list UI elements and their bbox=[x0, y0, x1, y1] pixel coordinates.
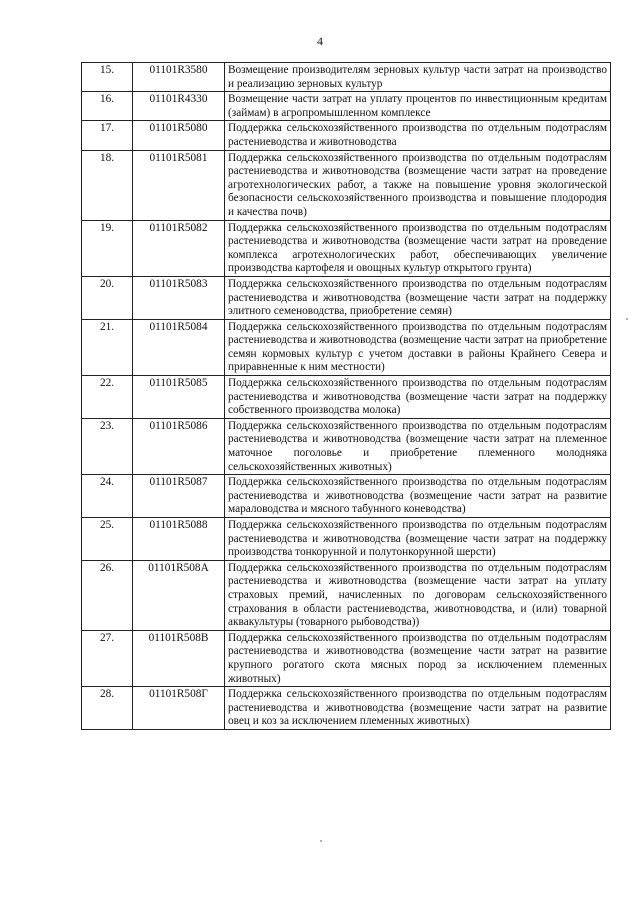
budget-codes-table bbox=[81, 62, 611, 730]
description-cell: Поддержка сельскохозяйственного производства по отдельным подотраслям растениеводства и животноводства (возмещение части затрат на поддержку собственного производства молока) bbox=[225, 376, 611, 419]
code-cell: 01101R508B bbox=[133, 630, 225, 686]
row-number-cell: 23. bbox=[82, 418, 133, 474]
row-number-cell: 17. bbox=[82, 121, 133, 150]
code-cell: 01101R5086 bbox=[133, 418, 225, 474]
description-cell: Поддержка сельскохозяйственного производства по отдельным подотраслям растениеводства и животноводства (возмещение части затрат на племенное маточное поголовье и приобретение племенного молодняка сельскохозяйственных животных) bbox=[225, 418, 611, 474]
row-number-cell: 18. bbox=[82, 150, 133, 220]
description-cell: Поддержка сельскохозяйственного производства по отдельным подотраслям растениеводства и животноводства (возмещение части затрат на поддержку производства тонкорунной и полутонкорунной шерсти) bbox=[225, 518, 611, 561]
code-cell: 01101R5085 bbox=[133, 376, 225, 419]
row-number-cell: 22. bbox=[82, 376, 133, 419]
row-number-cell: 24. bbox=[82, 475, 133, 518]
row-number-cell: 26. bbox=[82, 560, 133, 630]
code-cell: 01101R5083 bbox=[133, 276, 225, 319]
table-row bbox=[82, 150, 611, 220]
code-cell: 01101R5082 bbox=[133, 220, 225, 276]
code-cell: 01101R5087 bbox=[133, 475, 225, 518]
page-number: 4 bbox=[317, 34, 323, 48]
table-row bbox=[82, 630, 611, 686]
description-cell: Поддержка сельскохозяйственного производства по отдельным подотраслям растениеводства и животноводства (возмещение части затрат на уплату страховых премий, начисленных по договорам сельскохозяйственного страхования в области растениеводства, животноводства, и (или) товарной аквакультуры (товарного рыбоводства)) bbox=[225, 560, 611, 630]
code-cell: 01101R5088 bbox=[133, 518, 225, 561]
description-cell: Поддержка сельскохозяйственного производства по отдельным подотраслям растениеводства и животноводства (возмещение части затрат на развитие крупного рогатого скота мясных пород за исключением племенных животных) bbox=[225, 630, 611, 686]
scan-speck bbox=[320, 840, 322, 842]
table-row bbox=[82, 319, 611, 375]
scan-speck bbox=[626, 318, 628, 320]
description-cell: Поддержка сельскохозяйственного производства по отдельным подотраслям растениеводства и животноводства (возмещение части затрат на приобретение семян кормовых культур с учетом доставки в районы Крайнего Севера и приравненные к ним местности) bbox=[225, 319, 611, 375]
row-number-cell: 16. bbox=[82, 92, 133, 121]
code-cell: 01101R5084 bbox=[133, 319, 225, 375]
row-number-cell: 25. bbox=[82, 518, 133, 561]
description-cell: Поддержка сельскохозяйственного производства по отдельным подотраслям растениеводства и животноводства bbox=[225, 121, 611, 150]
code-cell: 01101R5081 bbox=[133, 150, 225, 220]
code-cell: 01101R3580 bbox=[133, 63, 225, 92]
row-number-cell: 28. bbox=[82, 687, 133, 730]
code-cell: 01101R508A bbox=[133, 560, 225, 630]
code-cell: 01101R4330 bbox=[133, 92, 225, 121]
table-row bbox=[82, 63, 611, 92]
table-row bbox=[82, 418, 611, 474]
row-number-cell: 27. bbox=[82, 630, 133, 686]
row-number-cell: 21. bbox=[82, 319, 133, 375]
description-cell: Возмещение части затрат на уплату процентов по инвестиционным кредитам (займам) в агропромышленном комплексе bbox=[225, 92, 611, 121]
table-row bbox=[82, 687, 611, 730]
table-row bbox=[82, 518, 611, 561]
table-row bbox=[82, 376, 611, 419]
description-cell: Поддержка сельскохозяйственного производства по отдельным подотраслям растениеводства и животноводства (возмещение части затрат на проведение комплекса агротехнологических работ, обеспечивающих увеличение производства картофеля и овощных культур открытого грунта) bbox=[225, 220, 611, 276]
description-cell: Возмещение производителям зерновых культур части затрат на производство и реализацию зерновых культур bbox=[225, 63, 611, 92]
description-cell: Поддержка сельскохозяйственного производства по отдельным подотраслям растениеводства и животноводства (возмещение части затрат на развитие овец и коз за исключением племенных животных) bbox=[225, 687, 611, 730]
table-row bbox=[82, 475, 611, 518]
table-row bbox=[82, 276, 611, 319]
table-row bbox=[82, 92, 611, 121]
row-number-cell: 19. bbox=[82, 220, 133, 276]
code-cell: 01101R5080 bbox=[133, 121, 225, 150]
description-cell: Поддержка сельскохозяйственного производства по отдельным подотраслям растениеводства и животноводства (возмещение части затрат на поддержку элитного семеноводства, приобретение семян) bbox=[225, 276, 611, 319]
table-row bbox=[82, 560, 611, 630]
description-cell: Поддержка сельскохозяйственного производства по отдельным подотраслям растениеводства и животноводства (возмещение части затрат на развитие мараловодства и мясного табунного коневодства) bbox=[225, 475, 611, 518]
row-number-cell: 20. bbox=[82, 276, 133, 319]
table-row bbox=[82, 220, 611, 276]
row-number-cell: 15. bbox=[82, 63, 133, 92]
table-row bbox=[82, 121, 611, 150]
description-cell: Поддержка сельскохозяйственного производства по отдельным подотраслям растениеводства и животноводства (возмещение части затрат на проведение агротехнологических работ, а также на повышение уровня экологической безопасности сельскохозяйственного производства и повышение плодородия и качества почв) bbox=[225, 150, 611, 220]
code-cell: 01101R508Г bbox=[133, 687, 225, 730]
